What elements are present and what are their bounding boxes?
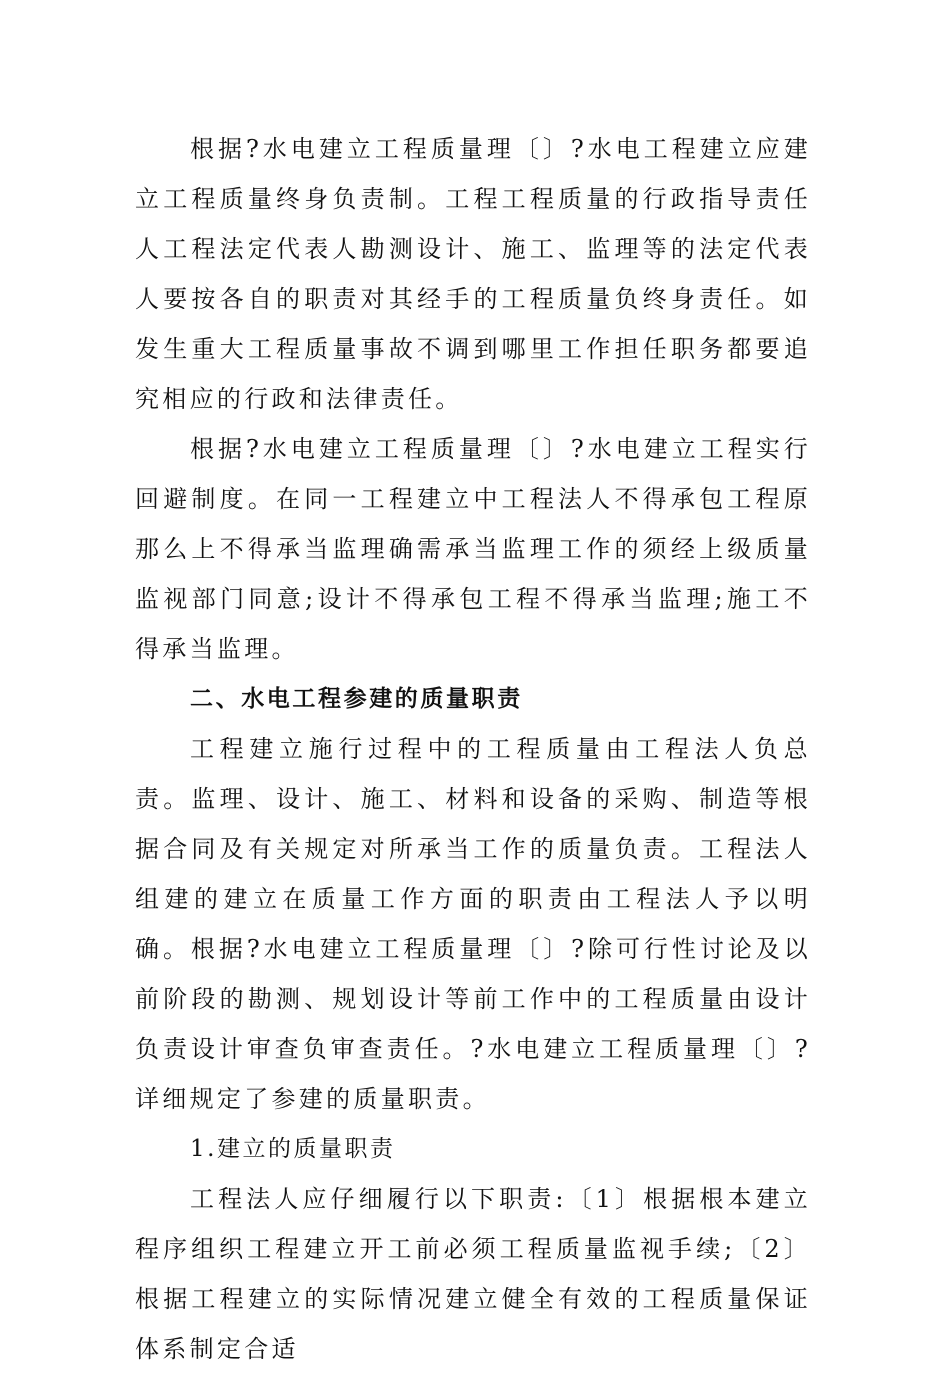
paragraph-lifetime-responsibility: 根据?水电建立工程质量理〔〕?水电工程建立应建立工程质量终身负责制。工程工程质量的行政指导责任人工程法定代表人勘测设计、施工、监理等的法定代表人要按各自的职责对其经手的工程质量负终身责任。如发生重大工程质量事故不调到哪里工作担任职务都要追究相应的行政和法律责任。: [135, 135, 811, 413]
document-body: [135, 124, 811, 1374]
paragraph-quality-duties: 工程建立施行过程中的工程质量由工程法人负总责。监理、设计、施工、材料和设备的采购、制造等根据合同及有关规定对所承当工作的质量负责。工程法人组建的建立在质量工作方面的职责由工程法人予以明确。根据?水电建立工程质量理〔〕?除可行性讨论及以前阶段的勘测、规划设计等前工作中的工程质量由设计负责设计审查负审查责任。?水电建立工程质量理〔〕?详细规定了参建的质量职责。: [135, 735, 811, 1113]
paragraph-owner-duties: 工程法人应仔细履行以下职责:〔1〕根据根本建立程序组织工程建立开工前必须工程质量监视手续;〔2〕根据工程建立的实际情况建立健全有效的工程质量保证体系制定合适: [135, 1185, 811, 1363]
subsection-heading: 1.建立的质量职责: [190, 1136, 396, 1162]
section-heading: 二、水电工程参建的质量职责: [190, 686, 523, 712]
paragraph-avoidance-system: 根据?水电建立工程质量理〔〕?水电建立工程实行回避制度。在同一工程建立中工程法人不得承包工程原那么上不得承当监理确需承当监理工作的须经上级质量监视部门同意;设计不得承包工程不得承当监理;施工不得承当监理。: [135, 435, 811, 663]
